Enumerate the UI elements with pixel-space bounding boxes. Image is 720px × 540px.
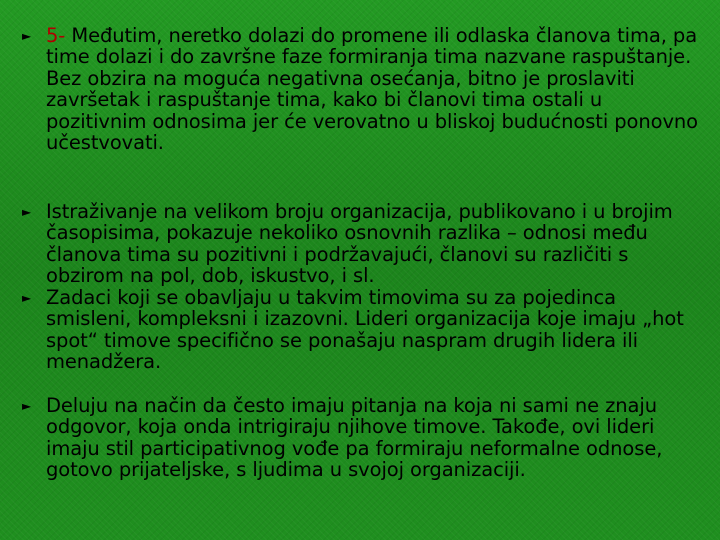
- bullet-item-2: [22, 201, 702, 287]
- bullet-item-1: [22, 25, 702, 153]
- bullet-number: 5-: [46, 24, 66, 47]
- slide-content: [22, 25, 702, 525]
- bullet-arrow-icon: ►: [22, 29, 32, 43]
- bullet-text: Deluju na način da često imaju pitanja na koja ni sami ne znaju odgovor, koja onda intrigiraju njihove timove. Takođe, ovi lideri imaju stil participativnog vođe pa formiraju neformalne odnose, gotovo prijateljske, s ljudima u svojoj organizaciji.: [46, 394, 663, 482]
- bullet-arrow-icon: ►: [22, 399, 32, 413]
- bullet-item-3: [22, 287, 702, 373]
- bullet-arrow-icon: ►: [22, 291, 32, 305]
- bullet-text: Istraživanje na velikom broju organizacija, publikovano i u brojim časopisima, pokazuje nekoliko osnovnih razlika – odnosi među članova tima su pozitivni i podržavajući, članovi su različiti s obzirom na pol, dob, iskustvo, i sl.: [46, 200, 673, 288]
- bullet-arrow-icon: ►: [22, 205, 32, 219]
- bullet-item-4: [22, 395, 702, 481]
- bullet-body: Međutim, neretko dolazi do promene ili odlaska članova tima, pa time dolazi i do završne faze formiranja tima nazvane raspuštanje. Bez obzira na moguća negativna osećanja, bitno je proslaviti završetak i raspuštanje tima, kako bi članovi tima ostali u pozitivnim odnosima jer će verovatno u bliskoj budućnosti ponovno učestvovati.: [46, 24, 698, 155]
- bullet-text: Zadaci koji se obavljaju u takvim timovima su za pojedinca smisleni, kompleksni i izazovni. Lideri organizacija koje imaju „hot spot“ timove specifično se ponašaju naspram drugih lidera ili menadžera.: [46, 286, 684, 374]
- bullet-text: [46, 25, 702, 153]
